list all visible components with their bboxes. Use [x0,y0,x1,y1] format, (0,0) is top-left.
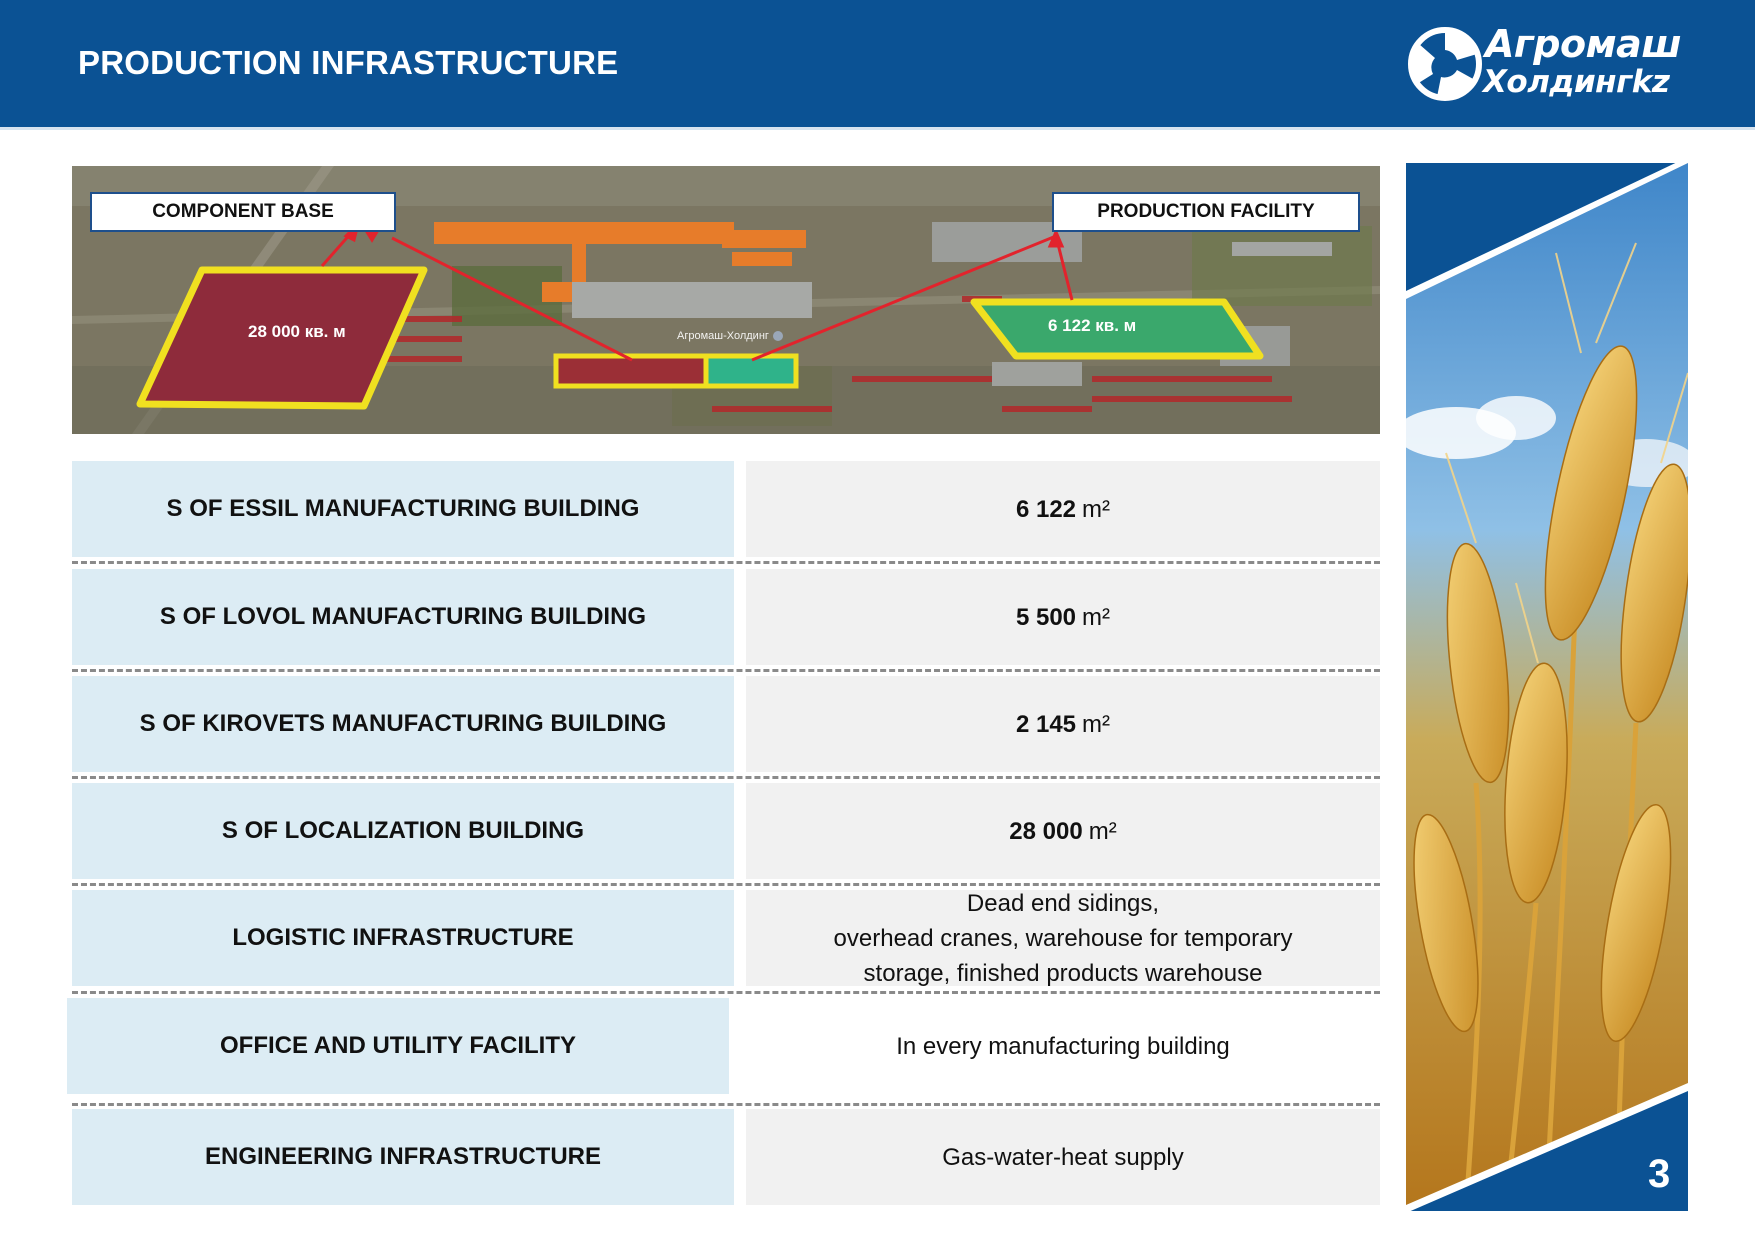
row-divider [72,669,1380,672]
row-value [746,890,1380,986]
wheat-photo-panel [1406,163,1688,1211]
row-text-line: storage, finished products warehouse [863,959,1263,987]
area-unit: m² [1082,603,1111,631]
row-divider [72,561,1380,564]
row-label: S OF LOCALIZATION BUILDING [72,783,734,879]
row-label: S OF KIROVETS MANUFACTURING BUILDING [72,676,734,772]
row-divider [72,883,1380,886]
row-divider [72,776,1380,779]
table-row [72,461,1380,557]
row-divider [72,991,1380,994]
logo-wordmark-line1: Агромаш [1485,22,1682,66]
table-row [72,783,1380,879]
table-row [72,676,1380,772]
page-number: 3 [1648,1152,1671,1196]
logo-swirl-icon [1405,24,1485,104]
area-unit: m² [1088,817,1117,845]
area-value: 6 122 [1015,495,1077,523]
component-base-label: COMPONENT BASE [90,192,396,232]
map-pin-icon [773,331,783,341]
row-value [746,461,1380,557]
area-unit: m² [1082,495,1111,523]
row-label: S OF ESSIL MANUFACTURING BUILDING [72,461,734,557]
area-value: 2 145 [1015,710,1077,738]
component-base-area: 28 000 кв. м [248,322,346,341]
row-value: Gas-water-heat supply [746,1109,1380,1205]
row-label: S OF LOVOL MANUFACTURING BUILDING [72,569,734,665]
row-label: OFFICE AND UTILITY FACILITY [67,998,729,1094]
company-logo [1405,20,1695,110]
row-value [746,676,1380,772]
row-text-line: overhead cranes, warehouse for temporary [833,924,1293,952]
row-value [746,569,1380,665]
row-divider [72,1103,1380,1106]
logo-wordmark-line2: Холдингkz [1483,64,1670,100]
header-bar [0,0,1755,130]
table-row [72,1109,1380,1205]
row-label: ENGINEERING INFRASTRUCTURE [72,1109,734,1205]
table-row [72,569,1380,665]
row-value [746,783,1380,879]
area-value: 28 000 [1009,817,1083,845]
table-row [72,998,1380,1094]
row-text-line: Dead end sidings, [966,889,1160,917]
row-label: LOGISTIC INFRASTRUCTURE [72,890,734,986]
map-pin-label: Агромаш-Холдинг [677,330,769,342]
area-value: 5 500 [1015,603,1077,631]
table-row [72,890,1380,986]
production-facility-area: 6 122 кв. м [1048,316,1137,335]
aerial-site-photo [72,166,1380,434]
wheat-field-illustration [1406,163,1688,1211]
page-title: PRODUCTION INFRASTRUCTURE [78,44,619,81]
area-unit: m² [1082,710,1111,738]
production-facility-label: PRODUCTION FACILITY [1052,192,1360,232]
row-value: In every manufacturing building [746,998,1380,1094]
